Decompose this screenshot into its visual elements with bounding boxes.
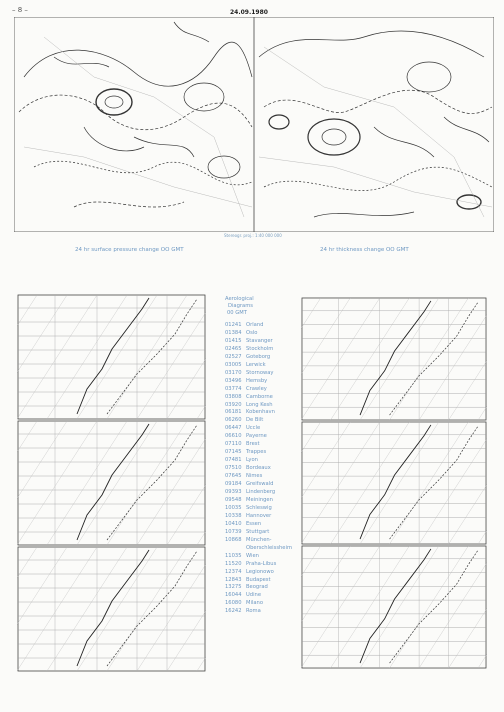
station-name: Stuttgart xyxy=(246,528,270,535)
station-id: 09393 xyxy=(225,489,242,496)
station-name: Orland xyxy=(246,322,264,328)
station-row xyxy=(225,497,300,505)
page-number: – 8 – xyxy=(12,6,28,14)
station-name: München- xyxy=(246,536,272,543)
station-row xyxy=(225,608,300,616)
station-row xyxy=(225,489,300,497)
date-heading: 24.09.1980 xyxy=(230,9,268,16)
station-name: Hannover xyxy=(246,512,272,519)
station-name: Oberschleissheim xyxy=(246,544,292,551)
station-id: 10868 xyxy=(225,536,242,543)
station-row xyxy=(225,513,300,521)
station-id: 07645 xyxy=(225,473,242,480)
station-name: Essen xyxy=(246,520,262,527)
station-row xyxy=(225,569,300,577)
station-row xyxy=(225,362,300,370)
aerological-diagram-panel xyxy=(301,546,487,668)
station-row xyxy=(225,425,300,433)
station-id: 03808 xyxy=(225,393,242,400)
station-name: Goteborg xyxy=(246,353,271,360)
pressure-change-caption: 24 hr surface pressure change OO GMT xyxy=(75,247,184,253)
station-row xyxy=(225,417,300,425)
station-id: 03774 xyxy=(225,385,242,392)
station-row xyxy=(225,346,300,354)
station-id: 03005 xyxy=(225,361,242,368)
station-name: Praha-Libus xyxy=(246,560,277,567)
aerological-diagram-panel xyxy=(301,422,487,544)
station-row xyxy=(225,505,300,513)
station-id: 12374 xyxy=(225,568,242,575)
station-id: 10739 xyxy=(225,528,242,535)
station-id: 06260 xyxy=(225,417,242,424)
station-id: 11520 xyxy=(225,560,242,567)
station-name: Schleswig xyxy=(246,504,272,511)
station-row xyxy=(225,584,300,592)
aerological-station-list xyxy=(225,296,300,616)
station-id: 01384 xyxy=(225,329,242,336)
weather-maps xyxy=(14,17,494,232)
aerological-diagrams-left xyxy=(17,294,206,672)
station-name: Oslo xyxy=(246,329,258,336)
aerological-diagrams-right-graphic xyxy=(301,294,487,672)
station-id: 06447 xyxy=(225,425,242,432)
thickness-change-caption: 24 hr thickness change OO GMT xyxy=(320,247,409,253)
map-scale-note: Stereogr. proj.: 1:40 000 000 xyxy=(224,233,282,238)
station-id: 03170 xyxy=(225,369,242,376)
station-name: Uccle xyxy=(246,425,261,432)
station-row xyxy=(225,465,300,473)
aerological-diagram-panel xyxy=(17,547,206,671)
station-name: Stockholm xyxy=(246,345,274,352)
station-row xyxy=(225,338,300,346)
station-row xyxy=(225,370,300,378)
station-row xyxy=(225,521,300,529)
station-id: 01241 xyxy=(225,322,242,328)
station-name: Nimes xyxy=(246,473,263,480)
station-name: Long Kesh xyxy=(246,401,273,408)
pressure-change-map xyxy=(19,22,252,207)
station-id: 07110 xyxy=(225,441,242,448)
station-row xyxy=(225,394,300,402)
aerological-diagrams-left-graphic xyxy=(17,294,206,672)
station-name: Trappes xyxy=(246,449,267,456)
station-name: Camborne xyxy=(246,393,273,400)
aerological-diagram-panel xyxy=(17,421,206,545)
station-row xyxy=(225,378,300,386)
station-id: 01415 xyxy=(225,337,242,344)
station-row xyxy=(225,553,300,561)
station-id: 10035 xyxy=(225,504,242,511)
station-id: 09548 xyxy=(225,496,242,503)
station-row xyxy=(225,433,300,441)
station-id: 03496 xyxy=(225,377,242,384)
weather-maps-graphic xyxy=(14,17,494,232)
station-row xyxy=(225,441,300,449)
station-name: Milano xyxy=(246,600,263,607)
station-row xyxy=(225,537,300,545)
aerological-diagram-panel xyxy=(17,295,206,419)
station-name: De Bilt xyxy=(246,417,264,424)
station-id: 07510 xyxy=(225,465,242,472)
station-name: Brest xyxy=(246,441,260,448)
station-name: Stavanger xyxy=(246,337,273,344)
station-id: 16044 xyxy=(225,592,242,599)
legend-title-1: Aerological xyxy=(225,296,254,302)
station-id: 11035 xyxy=(225,552,242,559)
station-id: 07145 xyxy=(225,449,242,456)
station-id: 10338 xyxy=(225,512,242,519)
station-id: 16080 xyxy=(225,600,242,607)
station-name: Greifswald xyxy=(246,481,274,488)
station-name: Udine xyxy=(246,592,262,599)
legend-title-2: Diagrams xyxy=(228,303,253,309)
station-row xyxy=(225,322,300,330)
station-id: 03920 xyxy=(225,401,242,408)
aerological-diagram-panel xyxy=(301,298,487,420)
station-name: Payerne xyxy=(246,433,267,440)
station-row xyxy=(225,481,300,489)
station-row xyxy=(225,402,300,410)
station-id: 13275 xyxy=(225,584,242,591)
station-row xyxy=(225,592,300,600)
station-name: Hemsby xyxy=(246,377,268,384)
station-name: Beograd xyxy=(246,584,268,591)
station-row xyxy=(225,529,300,537)
station-row xyxy=(225,561,300,569)
station-name: Budapest xyxy=(246,576,271,583)
station-row xyxy=(225,409,300,417)
station-row xyxy=(225,330,300,338)
station-name: Roma xyxy=(246,608,261,615)
station-id: 12843 xyxy=(225,576,242,583)
station-id: 06181 xyxy=(225,409,242,416)
station-id xyxy=(225,545,246,553)
station-id: 02527 xyxy=(225,353,242,360)
station-name: Meiningen xyxy=(246,496,273,503)
station-row xyxy=(225,457,300,465)
station-id: 02465 xyxy=(225,345,242,352)
station-name: Legionowo xyxy=(246,568,274,575)
station-id: 07481 xyxy=(225,457,242,464)
station-row xyxy=(225,354,300,362)
station-rows xyxy=(225,322,300,616)
thickness-change-map xyxy=(259,31,492,217)
station-name: Wien xyxy=(246,552,259,559)
station-name: Bordeaux xyxy=(246,465,271,472)
station-id: 10410 xyxy=(225,520,242,527)
station-row xyxy=(225,577,300,585)
station-name: Lindenberg xyxy=(246,489,276,496)
station-name: Lyon xyxy=(246,457,258,464)
aerological-diagrams-right xyxy=(301,294,487,672)
station-id: 16242 xyxy=(225,608,242,615)
station-row xyxy=(225,473,300,481)
station-id: 06610 xyxy=(225,433,242,440)
station-name: Crawley xyxy=(246,385,267,392)
station-row xyxy=(225,386,300,394)
station-row xyxy=(225,545,300,553)
station-name: Lerwick xyxy=(246,361,266,368)
station-name: Stornoway xyxy=(246,369,274,376)
station-name: Kobenhavn xyxy=(246,409,275,416)
legend-title-3: 00 GMT xyxy=(227,310,247,316)
station-row xyxy=(225,600,300,608)
station-row xyxy=(225,449,300,457)
station-id: 09184 xyxy=(225,481,242,488)
